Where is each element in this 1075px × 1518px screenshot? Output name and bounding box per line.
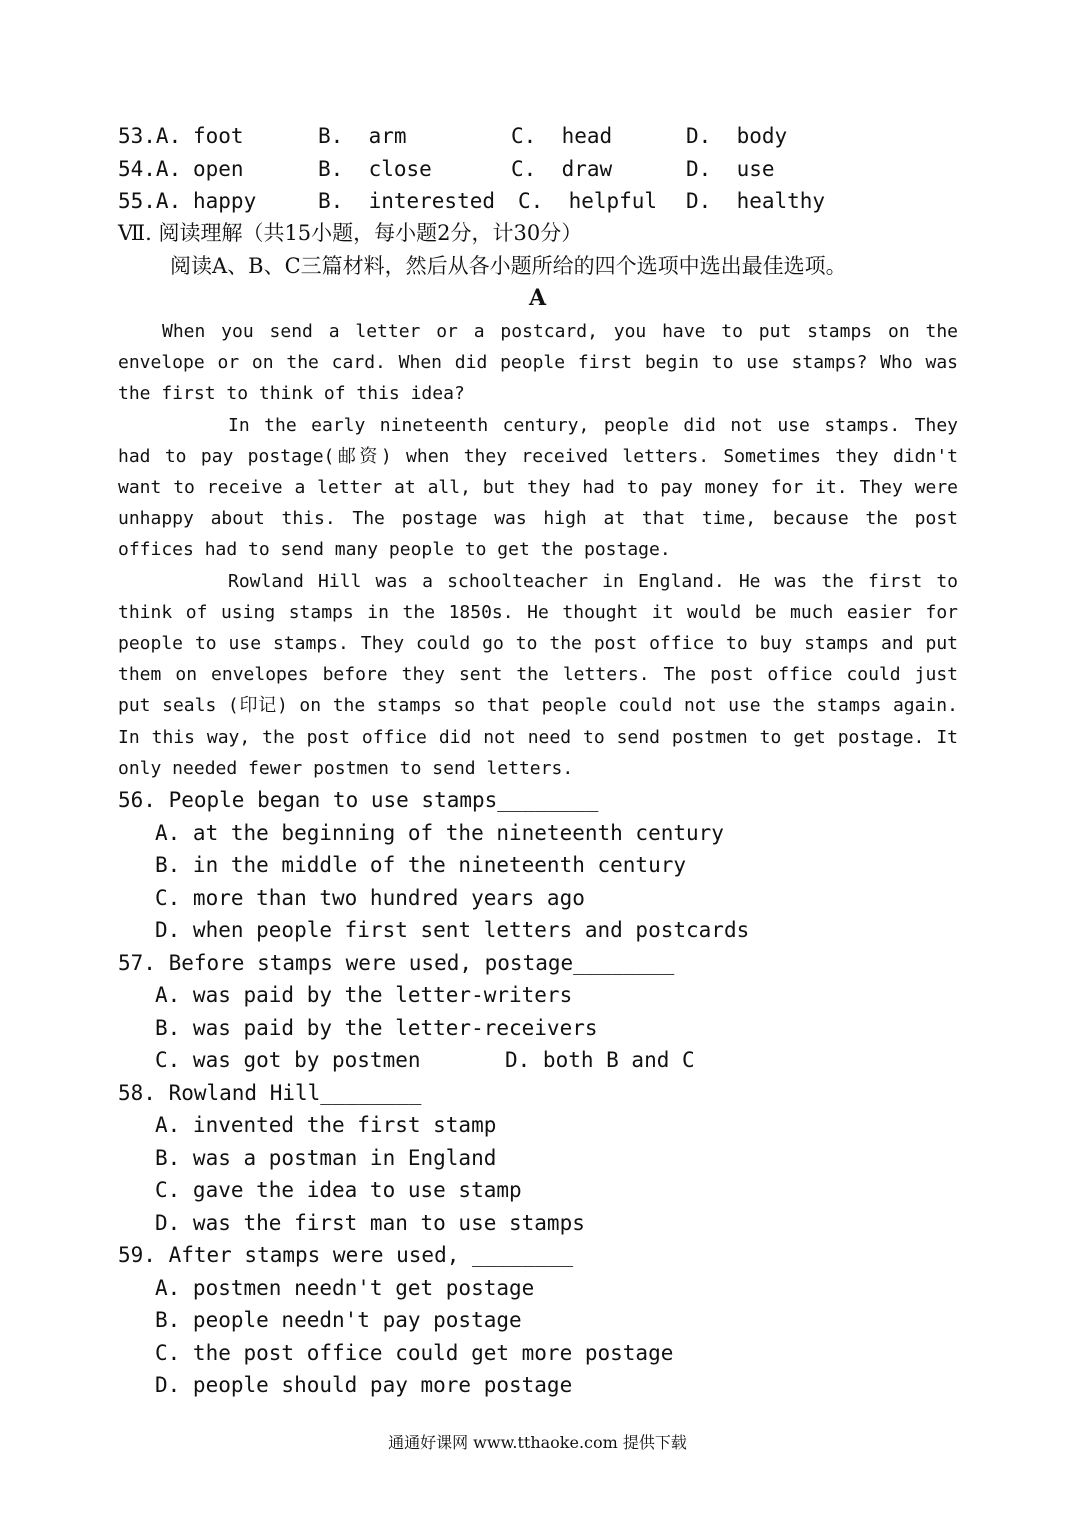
cloze-option-a: happy — [193, 189, 257, 213]
question-stem: 56. People began to use stamps________ — [118, 788, 599, 812]
question-option: D. was the first man to use stamps — [155, 1211, 585, 1235]
cloze-option-c: C. helpful — [518, 189, 658, 213]
reading-passage — [118, 316, 958, 784]
page-footer: 通通好课网 www.tthaoke.com 提供下载 — [388, 1433, 687, 1452]
cloze-option-b: B. close — [318, 157, 432, 181]
question-option: B. people needn't pay postage — [155, 1308, 522, 1332]
cloze-option-d: D. use — [686, 157, 775, 181]
question-option: B. in the middle of the nineteenth century — [155, 853, 687, 877]
cloze-option-d: D. body — [686, 124, 788, 148]
cloze-option-b: B. arm — [318, 124, 407, 148]
passage-paragraph: Rowland Hill was a schoolteacher in England. He was the first to think of using stamps in the 1850s. He thought it would be much easier for people to use stamps. They could go to the post office to buy stamps and put them on envelopes before they sent the letters. The post office could just put seals (印记) on the stamps so that people could not use the stamps again. In this way, the post office did not need to send postmen to get postage. It only needed fewer postmen to send letters. — [118, 570, 958, 779]
question-stem: 58. Rowland Hill________ — [118, 1081, 422, 1105]
cloze-number: 53.A. — [118, 124, 182, 148]
question-option: C. the post office could get more postage — [155, 1341, 674, 1365]
question-stem: 59. After stamps were used, ________ — [118, 1243, 574, 1267]
cloze-option-a: open — [193, 157, 244, 181]
question-option: A. postmen needn't get postage — [155, 1276, 535, 1300]
question-option: D. people should pay more postage — [155, 1373, 573, 1397]
question-stem: 57. Before stamps were used, postage________ — [118, 951, 675, 975]
question-option: D. when people first sent letters and postcards — [155, 918, 750, 942]
question-option: C. gave the idea to use stamp — [155, 1178, 522, 1202]
question-option: A. was paid by the letter-writers — [155, 983, 573, 1007]
question-option: C. was got by postmen — [155, 1048, 421, 1072]
cloze-option-a: foot — [193, 124, 244, 148]
section-heading: Ⅶ. 阅读理解（共15小题，每小题2分，计30分） — [118, 221, 583, 245]
passage-label: A — [528, 285, 547, 311]
cloze-number: 55.A. — [118, 189, 182, 213]
question-option: A. invented the first stamp — [155, 1113, 497, 1137]
question-option: C. more than two hundred years ago — [155, 886, 585, 910]
question-option: D. both B and C — [505, 1048, 695, 1072]
cloze-option-d: D. healthy — [686, 189, 826, 213]
cloze-number: 54.A. — [118, 157, 182, 181]
question-option: B. was paid by the letter-receivers — [155, 1016, 598, 1040]
passage-paragraph: In the early nineteenth century, people did not use stamps. They had to pay postage(邮资) when they received letters. Sometimes they didn't want to receive a letter at all, but they had to pay money for it. They were unhappy about this. The postage was high at that time, because the post offices had to send many people to get the postage. — [118, 414, 958, 561]
instructions: 阅读A、B、C三篇材料，然后从各小题所给的四个选项中选出最佳选项。 — [170, 254, 847, 278]
question-option: B. was a postman in England — [155, 1146, 497, 1170]
cloze-option-c: C. head — [511, 124, 613, 148]
cloze-option-b: B. interested — [318, 189, 496, 213]
passage-paragraph: When you send a letter or a postcard, you have to put stamps on the envelope or on the card. When did people first begin to use stamps? Who was the first to think of this idea? — [118, 321, 958, 405]
cloze-option-c: C. draw — [511, 157, 613, 181]
question-option: A. at the beginning of the nineteenth century — [155, 821, 724, 845]
